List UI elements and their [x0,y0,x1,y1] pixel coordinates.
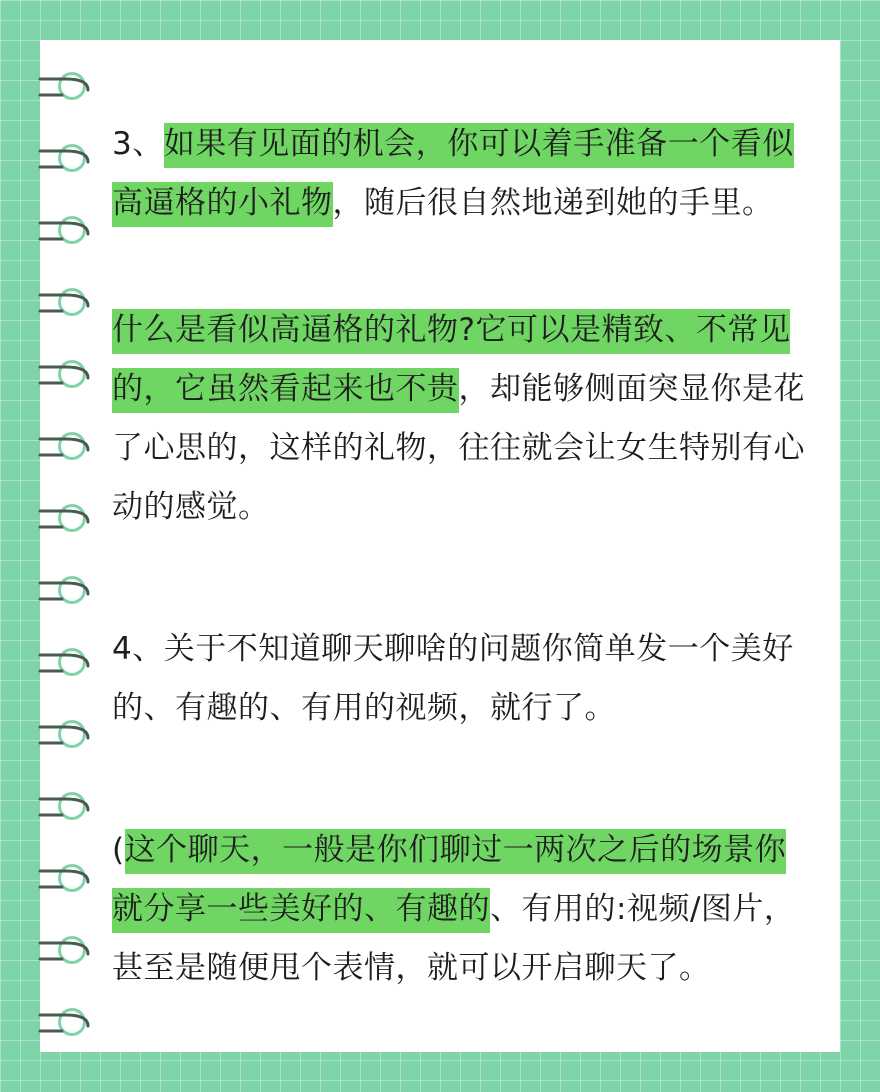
paragraph-gift-tip [112,115,812,233]
paragraph-2-segment-2: ，却能够侧面突显你是花了心思的，这样的礼物，往往就会让女生特别有心动的感觉。 [112,371,805,525]
note-content [112,115,812,998]
paragraph-chat-scenario [112,821,812,998]
paragraph-4-segment-3: 、有用的:视频/图片，甚至是随便甩个表情，就可以开启聊天了。 [112,891,796,986]
paragraph-1-segment-1: 3、 [112,126,164,162]
paragraph-1-segment-3: ，随后很自然地递到她的手里。 [332,185,774,221]
paragraph-4-segment-1: ( [112,832,125,868]
paragraph-4-highlight: 这个聊天，一般是你们聊过一两次之后的场景你就分享一些美好的、有趣的 [112,829,786,933]
paragraph-3-text: 4、关于不知道聊天聊啥的问题你简单发一个美好的、有趣的、有用的视频，就行了。 [112,631,794,726]
paragraph-chat-tip [112,620,812,738]
paragraph-1-highlight: 如果有见面的机会，你可以着手准备一个看似高逼格的小礼物 [112,123,794,227]
paragraph-2-highlight: 什么是看似高逼格的礼物?它可以是精致、不常见的，它虽然看起来也不贵 [112,309,790,413]
paragraph-gift-definition [112,301,812,537]
